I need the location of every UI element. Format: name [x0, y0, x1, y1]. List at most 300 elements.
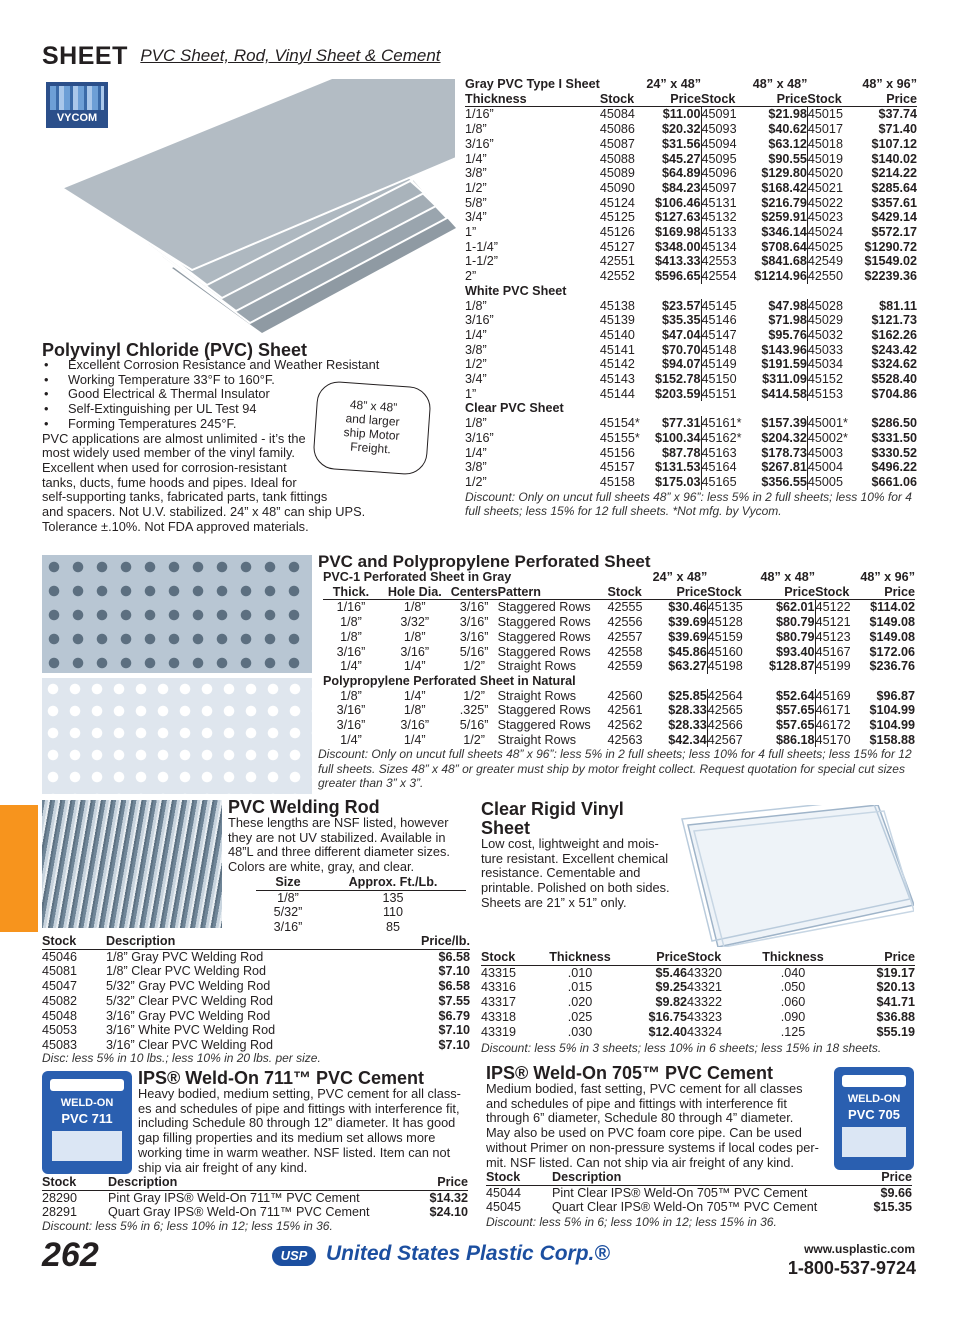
- table-cell: $1549.02: [864, 254, 917, 269]
- column-header: Stock: [600, 92, 644, 107]
- table-cell: 45147: [701, 327, 737, 342]
- table-cell: 45144: [599, 386, 635, 401]
- table-row: [465, 181, 917, 196]
- table-cell: $528.40: [871, 372, 917, 387]
- perf-table: [323, 570, 915, 747]
- table-cell: $204.32: [748, 431, 808, 446]
- column-header: Price: [843, 950, 915, 965]
- table-cell: $57.65: [757, 703, 815, 718]
- table-cell: 45127: [599, 239, 635, 254]
- table-row: [465, 416, 917, 431]
- table-cell: 45096: [701, 166, 737, 181]
- table-cell: 45133: [701, 225, 737, 240]
- table-cell: $191.59: [748, 357, 808, 372]
- sheet-size-header: [465, 77, 917, 92]
- table-cell: 45024: [807, 225, 843, 240]
- table-row: [465, 196, 917, 211]
- table-cell: 5/32”: [273, 905, 303, 920]
- table-cell: 45132: [701, 210, 737, 225]
- column-header: Thickness: [465, 92, 600, 107]
- page-header: [42, 42, 441, 71]
- table-cell: 28290: [42, 1190, 78, 1205]
- table-cell: $11.00: [644, 107, 701, 122]
- table-cell: 45148: [701, 342, 737, 357]
- table-cell: 3/16”: [465, 136, 494, 151]
- table-cell: 43318: [481, 1009, 517, 1024]
- column-header: Price: [757, 585, 815, 600]
- table-cell: $7.10: [438, 1037, 470, 1052]
- column-header: Thickness: [539, 950, 621, 965]
- table-cell: $12.40: [648, 1024, 687, 1039]
- table-cell: $131.53: [644, 460, 701, 475]
- website-link[interactable]: www.usplastic.com: [804, 1242, 915, 1256]
- column-header: Stock: [815, 585, 861, 600]
- pvc-bullet: • Excellent Corrosion Resistance and Weather Resistant: [42, 358, 462, 373]
- table-cell: $104.99: [869, 703, 915, 718]
- pvc-bullet: • Forming Temperatures 245°F.: [42, 417, 462, 432]
- table-cell: 45158: [599, 474, 635, 489]
- perf-discount: Discount: Only on uncut full sheets 48” x 96”: less 5% in 2 full sheets; less 10% for 4 full sheets; less 15% for 12 full sheets. Sizes 48” x 48” or greater must ship by motor freight collect. Request quotation for special cut sizes greater than 3” x 3”.: [318, 747, 912, 790]
- table-row: [465, 210, 917, 225]
- table-cell: $168.42: [748, 181, 808, 196]
- table-cell: 45122: [815, 600, 851, 615]
- table-cell: Pint Gray IPS® Weld-On 711™ PVC Cement: [108, 1190, 360, 1205]
- table-cell: .050: [780, 980, 806, 995]
- table-row: [486, 1200, 912, 1215]
- size-label: 24” x 48”: [652, 570, 708, 584]
- table-cell: 3/16”: [336, 703, 366, 718]
- table-cell: 1”: [465, 225, 477, 240]
- table-cell: 3/8”: [465, 342, 487, 357]
- table-row: [323, 703, 915, 718]
- table-cell: 45199: [815, 659, 851, 674]
- table-cell: 1/4”: [465, 327, 487, 342]
- table-cell: $496.22: [871, 460, 917, 475]
- table-cell: 42564: [707, 688, 743, 703]
- table-row: [323, 659, 915, 674]
- table-cell: $93.40: [757, 645, 815, 660]
- table-cell: $42.34: [657, 733, 707, 748]
- table-cell: $572.17: [871, 225, 917, 240]
- table-cell: $178.73: [748, 446, 808, 461]
- table-cell: .090: [780, 1009, 806, 1024]
- size-label: 48” x 96”: [862, 77, 917, 91]
- table-cell: 3/8”: [465, 460, 487, 475]
- table-cell: $140.02: [871, 151, 917, 166]
- table-cell: 45167: [815, 644, 851, 659]
- table-cell: 1/2”: [465, 474, 487, 489]
- pvc-para-line: tanks, ducts, fume hoods and pipes. Ideal for: [42, 474, 297, 490]
- table-cell: 43320: [687, 965, 723, 980]
- table-cell: 1/4”: [465, 445, 487, 460]
- cement705-title: IPS® Weld-On 705™ PVC Cement: [486, 1063, 773, 1083]
- sheet-section-header: [465, 401, 917, 416]
- table-cell: 3/16” Clear PVC Welding Rod: [106, 1037, 274, 1052]
- table-row: [465, 254, 917, 269]
- table-cell: 42552: [599, 269, 635, 284]
- table-cell: 45083: [42, 1037, 78, 1052]
- column-header: Stock: [486, 1170, 552, 1185]
- table-cell: $259.91: [748, 210, 808, 225]
- cement705-discount: Discount: less 5% in 6; less 10% in 12; less 15% in 36.: [486, 1215, 777, 1229]
- table-cell: 42566: [707, 718, 743, 733]
- table-cell: 45156: [599, 445, 635, 460]
- table-cell: 135: [382, 890, 404, 905]
- table-row: [481, 1010, 915, 1025]
- table-cell: $84.23: [644, 181, 701, 196]
- table-cell: 45021: [807, 180, 843, 195]
- page-title: SHEET: [42, 42, 128, 70]
- table-cell: 45019: [807, 151, 843, 166]
- table-row: [465, 460, 917, 475]
- column-header: Stock: [707, 585, 757, 600]
- size-label: 24” x 48”: [646, 77, 702, 91]
- perf-section-header: [323, 674, 915, 689]
- table-cell: 1/4”: [340, 732, 362, 747]
- size-label: 48” x 96”: [860, 570, 915, 584]
- table-row: [42, 979, 470, 994]
- table-cell: $20.32: [644, 122, 701, 137]
- table-cell: 5/16”: [459, 644, 489, 659]
- table-cell: 45155*: [599, 430, 640, 445]
- table-cell: 45124: [599, 195, 635, 210]
- page-subtitle: PVC Sheet, Rod, Vinyl Sheet & Cement: [140, 46, 441, 65]
- table-cell: $86.18: [757, 733, 815, 748]
- vycom-logo: VYCOM: [46, 82, 108, 128]
- table-cell: 42551: [599, 254, 635, 269]
- polypropylene-perforated-photo: [42, 678, 312, 794]
- table-cell: $100.34: [644, 431, 701, 446]
- table-cell: $55.19: [876, 1024, 915, 1039]
- table-cell: .010: [567, 965, 593, 980]
- table-cell: 3/16”: [465, 313, 494, 328]
- table-cell: $129.80: [748, 166, 808, 181]
- table-cell: 45048: [42, 1008, 78, 1023]
- company-name: United States Plastic Corp.®: [326, 1242, 610, 1265]
- table-cell: .020: [567, 995, 593, 1010]
- table-cell: 45139: [599, 313, 635, 328]
- column-header: Thick.: [323, 585, 379, 600]
- table-cell: $143.96: [748, 343, 808, 358]
- table-cell: 42563: [607, 732, 643, 747]
- column-header: Centers: [450, 584, 498, 599]
- table-cell: 45170: [815, 732, 851, 747]
- table-cell: $216.79: [748, 196, 808, 211]
- table-cell: 45198: [707, 659, 743, 674]
- table-cell: Quart Clear IPS® Weld-On 705™ PVC Cement: [552, 1200, 818, 1215]
- phone-number: 1-800-537-9724: [787, 1258, 916, 1278]
- table-cell: $661.06: [871, 474, 917, 489]
- table-cell: 1/8”: [403, 629, 426, 644]
- table-cell: 45145: [701, 298, 737, 313]
- table-cell: 1/8”: [465, 416, 487, 431]
- table-cell: Staggered Rows: [497, 600, 591, 615]
- table-cell: $47.04: [644, 328, 701, 343]
- table-cell: Quart Gray IPS® Weld-On 711™ PVC Cement: [108, 1205, 370, 1220]
- table-cell: $413.33: [644, 254, 701, 269]
- table-cell: $324.62: [871, 357, 917, 372]
- table-cell: $214.22: [871, 166, 917, 181]
- perf-price-table: [323, 570, 919, 747]
- table-cell: 45154*: [599, 416, 640, 431]
- table-cell: 1/8”: [340, 688, 362, 703]
- vinyl-discount: Discount: less 5% in 3 sheets; less 10% in 6 sheets; less 15% in 18 sheets.: [481, 1041, 882, 1055]
- table-cell: 2”: [465, 269, 477, 284]
- table-cell: 3/8”: [465, 166, 487, 181]
- rod-description: These lengths are NSF listed, however they are not UV stabilized. Available in 48”L and three different diameter sizes. Colors are white, gray, and clear.: [228, 815, 450, 875]
- table-row: [465, 313, 917, 328]
- table-cell: 3/32”: [400, 615, 430, 630]
- pvc-para-line: Tolerance ±.10%. Not FDA approved materials.: [42, 518, 309, 534]
- table-cell: $7.10: [438, 1023, 470, 1038]
- table-row: [486, 1185, 912, 1200]
- table-cell: 42550: [807, 269, 843, 284]
- sheet-column-header: [465, 92, 917, 107]
- table-cell: 1/8”: [340, 629, 362, 644]
- table-cell: .040: [780, 965, 806, 980]
- table-cell: 45088: [599, 151, 635, 166]
- table-cell: $311.09: [748, 372, 808, 387]
- table-cell: 3/4”: [465, 372, 487, 387]
- rod-title: PVC Welding Rod: [228, 797, 380, 817]
- table-cell: 45017: [807, 122, 843, 137]
- table-cell: $285.64: [871, 180, 917, 195]
- table-cell: $30.46: [657, 600, 707, 615]
- page-number: 262: [42, 1236, 99, 1274]
- column-header: Price: [861, 585, 915, 600]
- table-cell: $841.68: [748, 254, 808, 269]
- table-row: [465, 299, 917, 314]
- table-cell: 46172: [815, 718, 851, 733]
- table-cell: 1/8” Gray PVC Welding Rod: [106, 949, 264, 964]
- table-cell: $157.39: [748, 416, 808, 431]
- table-row: [465, 387, 917, 402]
- table-cell: Staggered Rows: [497, 629, 591, 644]
- table-cell: $149.08: [869, 629, 915, 644]
- table-cell: 3/16”: [459, 615, 489, 630]
- column-header: Stock: [687, 950, 743, 965]
- table-cell: $96.87: [876, 688, 915, 703]
- table-row: [465, 137, 917, 152]
- table-cell: 1/8”: [403, 703, 426, 718]
- table-cell: 3/16”: [400, 718, 430, 733]
- table-cell: 1”: [465, 386, 477, 401]
- table-cell: $95.76: [748, 328, 808, 343]
- table-cell: 1/2”: [465, 180, 487, 195]
- table-row: [465, 475, 917, 490]
- table-cell: 1/4”: [465, 151, 487, 166]
- section-tab: [0, 805, 38, 932]
- table-cell: 42555: [607, 600, 643, 615]
- table-cell: 42567: [707, 732, 743, 747]
- table-cell: 45165: [701, 474, 737, 489]
- size-label: 48” x 48”: [760, 570, 816, 584]
- table-cell: 42554: [701, 269, 737, 284]
- column-header: Stock: [42, 934, 106, 949]
- table-row: [323, 600, 915, 615]
- table-cell: $708.64: [748, 240, 808, 255]
- table-cell: 43324: [687, 1024, 723, 1039]
- cement711-discount: Discount: less 5% in 6; less 10% in 12; less 15% in 36.: [42, 1219, 333, 1233]
- table-cell: 45162*: [701, 430, 742, 445]
- pvc-para-line: self-supporting tanks, fabricated parts, tank fittings: [42, 489, 328, 505]
- table-cell: $62.01: [757, 600, 815, 615]
- table-cell: $77.31: [644, 416, 701, 431]
- table-cell: 45053: [42, 1023, 78, 1038]
- column-header: Thickness: [743, 950, 843, 965]
- table-cell: $331.50: [871, 430, 917, 445]
- pvc-para-line: most widely used member of the vinyl family.: [42, 445, 295, 461]
- table-row: [481, 1025, 915, 1040]
- column-header: Stock: [481, 950, 539, 965]
- table-row: [465, 446, 917, 461]
- table-cell: 45146: [701, 313, 737, 328]
- table-cell: $16.75: [648, 1009, 687, 1024]
- cement705-column-header: [486, 1170, 912, 1185]
- table-cell: 45022: [807, 195, 843, 210]
- table-cell: 3/16”: [336, 644, 366, 659]
- table-cell: $21.98: [748, 107, 808, 122]
- rod-discount: Disc: less 5% in 10 lbs.; less 10% in 20 lbs. per size.: [42, 1051, 321, 1065]
- table-cell: $41.71: [876, 995, 915, 1010]
- table-cell: .125: [780, 1024, 806, 1039]
- table-cell: 1/16”: [336, 600, 366, 615]
- table-cell: $5.46: [655, 965, 687, 980]
- column-header: Price: [414, 1175, 468, 1190]
- column-header: Size: [256, 875, 320, 890]
- table-cell: 1/8”: [277, 890, 299, 905]
- column-header: Price: [657, 585, 707, 600]
- rod-price-table: [42, 934, 470, 1053]
- table-cell: $63.12: [748, 137, 808, 152]
- vinyl-column-header: [481, 950, 915, 965]
- table-cell: 1-1/2”: [465, 254, 498, 269]
- table-row: [481, 965, 915, 980]
- table-cell: 45097: [701, 180, 737, 195]
- table-cell: 42553: [701, 254, 737, 269]
- vinyl-title: Clear Rigid Vinyl Sheet: [481, 799, 624, 838]
- table-cell: 42565: [707, 703, 743, 718]
- welding-rod-photo: [42, 800, 222, 928]
- table-cell: 45090: [599, 180, 635, 195]
- table-cell: $57.65: [757, 718, 815, 733]
- table-cell: 45121: [815, 615, 851, 630]
- table-cell: $114.02: [870, 600, 915, 615]
- table-cell: $1290.72: [864, 239, 917, 254]
- perf-subtitle: Polypropylene Perforated Sheet in Natural: [323, 673, 576, 688]
- column-header: Stock: [607, 585, 657, 600]
- sheet-discount: Discount: Only on uncut full sheets 48” x 96”: less 5% in 2 full sheets; less 10% for 4 full sheets; less 15% for 12 full sheets. *Not mfg. by Vycom.: [465, 489, 912, 519]
- table-cell: 1/4”: [403, 732, 426, 747]
- table-row: [42, 949, 470, 964]
- table-cell: .060: [780, 995, 806, 1010]
- table-cell: 3/16” White PVC Welding Rod: [106, 1023, 276, 1038]
- sheet-table: [465, 77, 917, 490]
- table-cell: 45159: [707, 629, 743, 644]
- table-cell: 45123: [815, 629, 851, 644]
- table-cell: 43315: [481, 965, 517, 980]
- table-cell: 45001*: [807, 416, 848, 431]
- pvc-bullet: • Good Electrical & Thermal Insulator: [42, 387, 462, 402]
- cement711-price-table: [42, 1175, 468, 1220]
- table-cell: 110: [382, 905, 404, 920]
- table-cell: $80.79: [757, 630, 815, 645]
- table-row: [465, 166, 917, 181]
- table-row: [323, 689, 915, 704]
- table-cell: $47.98: [748, 299, 808, 314]
- table-cell: 1/8”: [340, 615, 362, 630]
- table-cell: 1/8”: [403, 600, 426, 615]
- table-cell: 45140: [599, 327, 635, 342]
- section-title: White PVC Sheet: [465, 283, 567, 298]
- table-cell: Straight Rows: [497, 659, 577, 674]
- table-cell: 45157: [599, 460, 635, 475]
- column-header: Price: [644, 92, 701, 107]
- column-header: Price: [748, 92, 808, 107]
- table-cell: $45.27: [644, 152, 701, 167]
- table-cell: 45153: [807, 386, 843, 401]
- perf-size-header: [323, 570, 915, 585]
- table-cell: 45131: [701, 195, 737, 210]
- cement711-title: IPS® Weld-On 711™ PVC Cement: [138, 1068, 425, 1088]
- weld-on-705-can: WELD-ON PVC 705: [834, 1067, 914, 1170]
- table-cell: 45025: [807, 239, 843, 254]
- pvc-sheets-photo: [42, 78, 456, 337]
- table-cell: 45028: [807, 298, 843, 313]
- table-cell: $6.79: [438, 1008, 470, 1023]
- table-cell: 1/4”: [403, 688, 426, 703]
- table-cell: $9.66: [880, 1185, 912, 1200]
- table-row: [42, 1023, 470, 1038]
- table-cell: $172.06: [869, 644, 915, 659]
- table-cell: 3/16”: [459, 600, 489, 615]
- section-title: Clear PVC Sheet: [465, 401, 564, 416]
- table-cell: 45149: [701, 357, 737, 372]
- table-cell: .325”: [459, 703, 489, 718]
- table-cell: 3/4”: [465, 210, 487, 225]
- column-header: Stock: [701, 92, 748, 107]
- cement705-description: Medium bodied, fast setting, PVC cement for all classes and schedules of pipe and fittings with interference fit through 6” diameter, Schedule 80 through 4” diameter. May also be used on PVC foam core pipe. Can be used without Primer on non-pressure systems if local codes per- mit. NSF listed. Can not ship via air freight of any kind.: [486, 1081, 819, 1170]
- table-row: [42, 1190, 468, 1205]
- table-cell: 42561: [607, 703, 643, 718]
- table-cell: $15.35: [873, 1200, 912, 1215]
- column-header: Price: [862, 1170, 912, 1185]
- sheet-section-header: [465, 284, 917, 299]
- table-cell: 3/16”: [336, 718, 366, 733]
- table-cell: 45086: [599, 122, 635, 137]
- table-cell: 3/16”: [459, 629, 489, 644]
- table-cell: 1/2”: [463, 688, 485, 703]
- table-cell: 1/8” Clear PVC Welding Rod: [106, 964, 267, 979]
- table-cell: Staggered Rows: [497, 703, 591, 718]
- table-cell: 45047: [42, 979, 78, 994]
- table-cell: $23.57: [644, 299, 701, 314]
- table-cell: 42562: [607, 718, 643, 733]
- table-cell: 1/16”: [465, 107, 494, 122]
- table-cell: 1/2”: [463, 659, 485, 674]
- table-cell: Straight Rows: [497, 688, 577, 703]
- table-cell: 45135: [707, 600, 743, 615]
- table-row: [323, 645, 915, 660]
- table-row: [256, 920, 466, 935]
- table-cell: 45005: [807, 474, 843, 489]
- table-row: [465, 431, 917, 446]
- table-cell: $128.87: [757, 659, 815, 674]
- table-cell: $127.63: [644, 210, 701, 225]
- table-cell: 42559: [607, 659, 643, 674]
- perf-title: PVC and Polypropylene Perforated Sheet: [318, 552, 651, 571]
- table-cell: Staggered Rows: [497, 718, 591, 733]
